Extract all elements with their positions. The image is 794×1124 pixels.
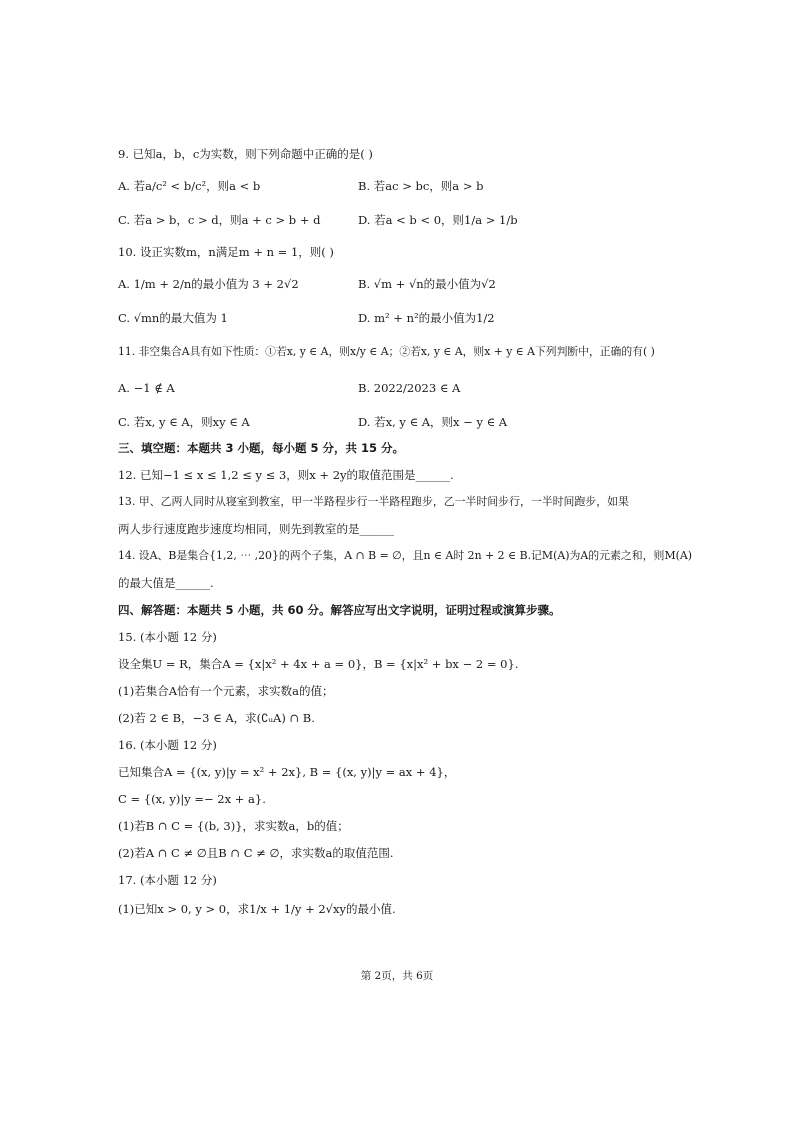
q17-part-1: (1)已知x > 0, y > 0，求1/x + 1/y + 2√xy的最小值. (118, 902, 396, 916)
q17-title: 17. (本小题 12 分) (118, 873, 217, 887)
q9-option-a: A. 若a/c² < b/c²，则a < b (118, 179, 261, 193)
q10-option-c: C. √mn的最大值为 1 (118, 311, 228, 325)
q9-option-d: D. 若a < b < 0，则1/a > 1/b (358, 213, 518, 227)
q10-option-d: D. m² + n²的最小值为1/2 (358, 311, 495, 325)
q10-option-a: A. 1/m + 2/n的最小值为 3 + 2√2 (118, 277, 299, 291)
q11-stem: 11. 非空集合A具有如下性质：①若x, y ∈ A，则x/y ∈ A；②若x, y ∈ A，则x + y ∈ A下列判断中，正确的有( ) (118, 345, 655, 358)
q15-part-1: (1)若集合A恰有一个元素，求实数a的值； (118, 684, 334, 698)
q14-line-1: 14. 设A、B是集合{1,2, ⋯ ,20}的两个子集，A ∩ B = ∅，且n ∈ A时 2n + 2 ∈ B.记M(A)为A的元素之和，则M(A) (118, 549, 692, 562)
q15-title: 15. (本小题 12 分) (118, 630, 217, 644)
q16-setup-1: 已知集合A = {(x, y)|y = x² + 2x}, B = {(x, y)|y = ax + 4}， (118, 765, 456, 779)
q16-part-1: (1)若B ∩ C = {(b, 3)}，求实数a，b的值； (118, 819, 349, 833)
q12-text: 12. 已知−1 ≤ x ≤ 1,2 ≤ y ≤ 3，则x + 2y的取值范围是______. (118, 468, 454, 482)
q9-stem: 9. 已知a，b，c为实数，则下列命题中正确的是( ) (118, 147, 373, 161)
q16-title: 16. (本小题 12 分) (118, 738, 217, 752)
section-4-heading: 四、解答题：本题共 5 小题，共 60 分。解答应写出文字说明，证明过程或演算步骤。 (118, 603, 561, 617)
q14-line-2: 的最大值是______. (118, 576, 214, 590)
q9-option-b: B. 若ac > bc，则a > b (358, 179, 484, 193)
q11-option-c: C. 若x, y ∈ A，则xy ∈ A (118, 415, 250, 429)
q13-line-1: 13. 甲、乙两人同时从寝室到教室，甲一半路程步行一半路程跑步，乙一半时间步行，一半时间跑步，如果 (118, 495, 629, 508)
q9-option-c: C. 若a > b，c > d，则a + c > b + d (118, 213, 321, 227)
q11-option-d: D. 若x, y ∈ A，则x − y ∈ A (358, 415, 508, 429)
q16-setup-2: C = {(x, y)|y =− 2x + a}. (118, 792, 266, 806)
q11-option-b: B. 2022/2023 ∈ A (358, 381, 461, 395)
q16-part-2: (2)若A ∩ C ≠ ∅且B ∩ C ≠ ∅，求实数a的取值范围. (118, 846, 394, 860)
q10-option-b: B. √m + √n的最小值为√2 (358, 277, 496, 291)
q10-stem: 10. 设正实数m，n满足m + n = 1，则( ) (118, 245, 334, 259)
q15-part-2: (2)若 2 ∈ B，−3 ∈ A，求(∁ᵤA) ∩ B. (118, 711, 315, 725)
page-footer: 第 2页，共 6页 (360, 970, 434, 982)
q15-setup: 设全集U = R，集合A = {x|x² + 4x + a = 0}，B = {x|x² + bx − 2 = 0}. (118, 657, 519, 671)
section-3-heading: 三、填空题：本题共 3 小题，每小题 5 分，共 15 分。 (118, 441, 405, 455)
q11-option-a: A. −1 ∉ A (118, 381, 175, 395)
q13-line-2: 两人步行速度跑步速度均相同，则先到教室的是______ (118, 522, 394, 536)
